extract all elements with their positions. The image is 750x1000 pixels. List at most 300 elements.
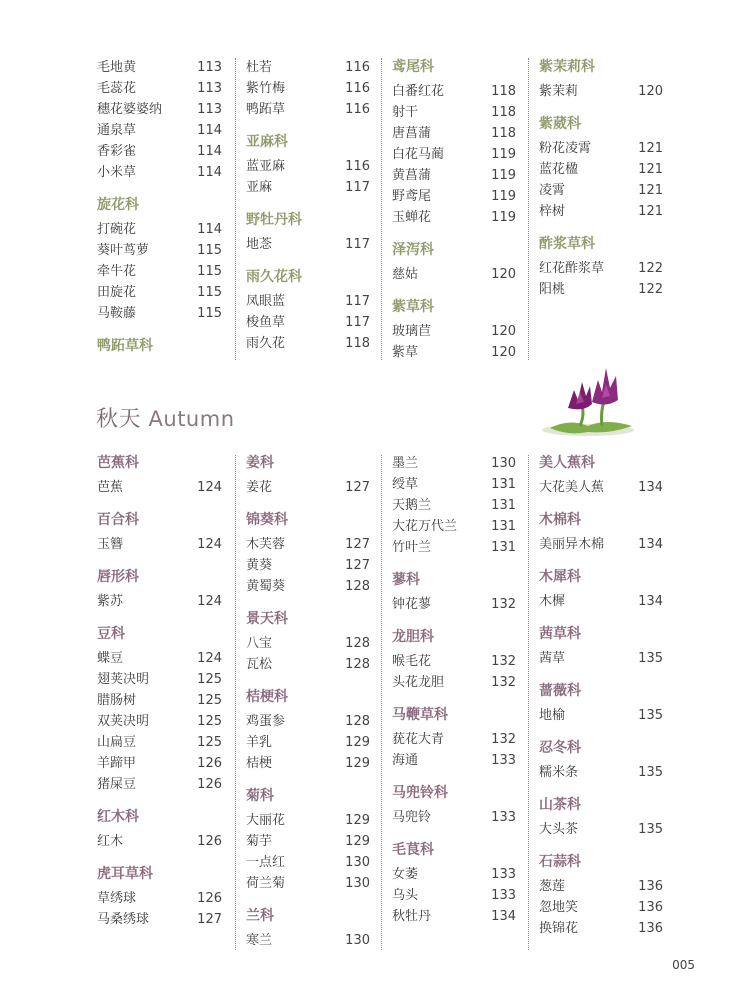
plant-name: 梓树 xyxy=(539,204,566,219)
plant-name: 凌霄 xyxy=(539,183,566,198)
index-entry xyxy=(246,852,370,873)
index-entry xyxy=(246,753,370,774)
page-reference: 132 xyxy=(491,597,516,612)
page-reference: 129 xyxy=(345,834,370,849)
group-spacer xyxy=(539,726,663,738)
group-spacer xyxy=(392,693,516,705)
index-entry xyxy=(539,180,663,201)
section-title xyxy=(96,402,235,433)
plant-name: 白番红花 xyxy=(392,84,445,99)
index-entry xyxy=(539,648,663,669)
group-spacer xyxy=(97,324,222,336)
page-reference: 135 xyxy=(638,765,663,780)
family-heading: 石蒜科 xyxy=(539,854,581,870)
page-reference: 117 xyxy=(345,237,370,252)
page-number: 005 xyxy=(672,958,695,972)
index-entry xyxy=(246,99,370,120)
index-entry xyxy=(392,594,516,615)
group-spacer xyxy=(392,558,516,570)
family-heading: 毛茛科 xyxy=(392,842,434,858)
plant-name: 唐菖蒲 xyxy=(392,126,432,141)
group-spacer xyxy=(539,498,663,510)
index-entry xyxy=(97,282,222,303)
group-spacer xyxy=(97,498,222,510)
index-entry xyxy=(392,342,516,363)
family-heading: 虎耳草科 xyxy=(97,866,153,882)
group-spacer xyxy=(246,120,370,132)
plant-name: 紫苏 xyxy=(97,594,124,609)
index-entry xyxy=(97,711,222,732)
plant-name: 马兜铃 xyxy=(392,810,432,825)
page-reference: 121 xyxy=(638,162,663,177)
plant-name: 红木 xyxy=(97,834,124,849)
page-reference: 135 xyxy=(638,708,663,723)
index-entry xyxy=(392,207,516,228)
index-entry xyxy=(246,930,370,951)
index-entry xyxy=(392,807,516,828)
family-heading: 酢浆草科 xyxy=(539,236,595,252)
plant-name: 八宝 xyxy=(246,636,273,651)
group-spacer xyxy=(246,675,370,687)
page-reference: 132 xyxy=(491,654,516,669)
index-entry xyxy=(246,333,370,354)
page-reference: 114 xyxy=(197,222,222,237)
column-divider xyxy=(381,58,382,360)
family-heading: 马鞭草科 xyxy=(392,707,448,723)
plant-name: 打碗花 xyxy=(97,222,137,237)
plant-name: 香彩雀 xyxy=(97,144,137,159)
page-reference: 132 xyxy=(491,732,516,747)
index-entry xyxy=(539,201,663,222)
group-spacer xyxy=(97,795,222,807)
plant-name: 鸡蛋参 xyxy=(246,714,286,729)
family-heading: 芭蕉科 xyxy=(97,455,139,471)
group-spacer xyxy=(539,612,663,624)
index-entry xyxy=(246,732,370,753)
plant-name: 牵牛花 xyxy=(97,264,137,279)
page-reference: 124 xyxy=(197,537,222,552)
plant-name: 羊乳 xyxy=(246,735,273,750)
family-heading: 兰科 xyxy=(246,908,274,924)
index-entry xyxy=(392,321,516,342)
column-divider xyxy=(528,58,529,360)
index-entry xyxy=(539,591,663,612)
index-entry xyxy=(246,312,370,333)
page-reference: 114 xyxy=(197,165,222,180)
plant-name: 玉簪 xyxy=(97,537,124,552)
plant-name: 芭蕉 xyxy=(97,480,124,495)
index-entry xyxy=(246,291,370,312)
group-spacer xyxy=(392,828,516,840)
index-entry xyxy=(392,102,516,123)
plant-name: 菊芋 xyxy=(246,834,273,849)
page-reference: 126 xyxy=(197,756,222,771)
page-reference: 126 xyxy=(197,777,222,792)
family-heading: 山茶科 xyxy=(539,797,581,813)
page-reference: 122 xyxy=(638,261,663,276)
plant-name: 忽地笑 xyxy=(539,900,579,915)
page-reference: 115 xyxy=(197,243,222,258)
page-reference: 127 xyxy=(197,912,222,927)
page-reference: 127 xyxy=(345,480,370,495)
plant-name: 田旋花 xyxy=(97,285,137,300)
family-heading: 马兜铃科 xyxy=(392,785,448,801)
index-entry xyxy=(392,123,516,144)
page-reference: 120 xyxy=(491,267,516,282)
group-spacer xyxy=(246,198,370,210)
index-entry xyxy=(97,120,222,141)
plant-name: 大花万代兰 xyxy=(392,519,458,534)
index-column-top-2 xyxy=(246,57,370,354)
family-heading: 忍冬科 xyxy=(539,740,581,756)
page-reference: 119 xyxy=(491,210,516,225)
family-heading: 茜草科 xyxy=(539,626,581,642)
family-heading: 红木科 xyxy=(97,809,139,825)
plant-name: 猪屎豆 xyxy=(97,777,137,792)
index-entry xyxy=(97,57,222,78)
page-reference: 135 xyxy=(638,651,663,666)
page-reference: 136 xyxy=(638,921,663,936)
plant-name: 杜若 xyxy=(246,60,273,75)
index-column-top-1 xyxy=(97,57,222,360)
index-entry xyxy=(97,909,222,930)
page-reference: 128 xyxy=(345,714,370,729)
section-title-chinese: 秋天 xyxy=(96,407,142,432)
page-reference: 131 xyxy=(491,498,516,513)
page-reference: 130 xyxy=(491,456,516,471)
page-reference: 120 xyxy=(638,84,663,99)
page-reference: 129 xyxy=(345,813,370,828)
index-entry xyxy=(97,303,222,324)
plant-name: 双荚决明 xyxy=(97,714,150,729)
family-heading: 木犀科 xyxy=(539,569,581,585)
plant-name: 玻璃苣 xyxy=(392,324,432,339)
page-reference: 130 xyxy=(345,876,370,891)
page-reference: 133 xyxy=(491,753,516,768)
page-reference: 119 xyxy=(491,168,516,183)
page-reference: 115 xyxy=(197,264,222,279)
page-reference: 133 xyxy=(491,888,516,903)
column-divider xyxy=(235,455,236,950)
plant-name: 羊蹄甲 xyxy=(97,756,137,771)
plant-name: 毛蕊花 xyxy=(97,81,137,96)
group-spacer xyxy=(539,783,663,795)
plant-name: 凤眼蓝 xyxy=(246,294,286,309)
index-column-bottom-3 xyxy=(392,453,516,927)
group-spacer xyxy=(97,555,222,567)
family-heading: 木棉科 xyxy=(539,512,581,528)
index-entry xyxy=(246,234,370,255)
index-entry xyxy=(97,669,222,690)
page-reference: 116 xyxy=(345,102,370,117)
page-reference: 114 xyxy=(197,123,222,138)
index-entry xyxy=(97,753,222,774)
index-entry xyxy=(392,495,516,516)
page-reference: 117 xyxy=(345,315,370,330)
plant-name: 白花马蔺 xyxy=(392,147,445,162)
index-entry xyxy=(97,534,222,555)
group-spacer xyxy=(246,498,370,510)
plant-name: 马桑绣球 xyxy=(97,912,150,927)
index-entry xyxy=(246,177,370,198)
index-entry xyxy=(392,885,516,906)
index-entry xyxy=(97,141,222,162)
plant-name: 鸭跖草 xyxy=(246,102,286,117)
plant-name: 紫草 xyxy=(392,345,419,360)
index-entry xyxy=(246,555,370,576)
index-entry xyxy=(97,162,222,183)
family-heading: 旋花科 xyxy=(97,197,139,213)
index-entry xyxy=(392,264,516,285)
plant-name: 亚麻 xyxy=(246,180,273,195)
family-heading: 桔梗科 xyxy=(246,689,288,705)
plant-name: 一点红 xyxy=(246,855,286,870)
index-entry xyxy=(246,78,370,99)
plant-name: 黄葵 xyxy=(246,558,273,573)
index-entry xyxy=(539,81,663,102)
plant-name: 钟花蓼 xyxy=(392,597,432,612)
group-spacer xyxy=(539,840,663,852)
group-spacer xyxy=(539,102,663,114)
index-entry xyxy=(392,81,516,102)
plant-name: 山扁豆 xyxy=(97,735,137,750)
plant-name: 黄菖蒲 xyxy=(392,168,432,183)
index-column-bottom-1 xyxy=(97,453,222,930)
page-reference: 127 xyxy=(345,537,370,552)
plant-name: 穗花婆婆纳 xyxy=(97,102,163,117)
plant-name: 寒兰 xyxy=(246,933,273,948)
plant-name: 喉毛花 xyxy=(392,654,432,669)
page-reference: 121 xyxy=(638,141,663,156)
index-entry xyxy=(392,474,516,495)
index-entry xyxy=(392,165,516,186)
group-spacer xyxy=(246,255,370,267)
plant-name: 梭鱼草 xyxy=(246,315,286,330)
index-entry xyxy=(97,240,222,261)
index-entry xyxy=(246,156,370,177)
group-spacer xyxy=(539,222,663,234)
index-entry xyxy=(539,918,663,939)
page-reference: 124 xyxy=(197,594,222,609)
plant-name: 墨兰 xyxy=(392,456,419,471)
plant-name: 绶草 xyxy=(392,477,419,492)
page-reference: 134 xyxy=(638,480,663,495)
page-reference: 131 xyxy=(491,477,516,492)
plant-name: 换锦花 xyxy=(539,921,579,936)
page-reference: 134 xyxy=(638,594,663,609)
plant-name: 荷兰菊 xyxy=(246,876,286,891)
family-heading: 雨久花科 xyxy=(246,269,302,285)
plant-name: 茜草 xyxy=(539,651,566,666)
index-column-top-3 xyxy=(392,57,516,363)
index-column-bottom-2 xyxy=(246,453,370,951)
page-reference: 116 xyxy=(345,159,370,174)
plant-name: 女萎 xyxy=(392,867,419,882)
column-divider xyxy=(235,58,236,360)
index-entry xyxy=(539,819,663,840)
page-reference: 122 xyxy=(638,282,663,297)
page-reference: 118 xyxy=(491,105,516,120)
plant-name: 蓝亚麻 xyxy=(246,159,286,174)
page-reference: 133 xyxy=(491,810,516,825)
plant-name: 葵叶茑萝 xyxy=(97,243,150,258)
index-entry xyxy=(97,591,222,612)
plant-name: 雨久花 xyxy=(246,336,286,351)
page-reference: 134 xyxy=(638,537,663,552)
index-entry xyxy=(392,864,516,885)
page-reference: 136 xyxy=(638,900,663,915)
family-heading: 百合科 xyxy=(97,512,139,528)
plant-name: 紫竹梅 xyxy=(246,81,286,96)
index-entry xyxy=(246,477,370,498)
index-entry xyxy=(539,138,663,159)
plant-name: 地榆 xyxy=(539,708,566,723)
index-entry xyxy=(97,888,222,909)
index-entry xyxy=(97,219,222,240)
index-entry xyxy=(97,690,222,711)
index-entry xyxy=(392,729,516,750)
page-reference: 116 xyxy=(345,60,370,75)
plant-name: 红花酢浆草 xyxy=(539,261,605,276)
family-heading: 泽泻科 xyxy=(392,242,434,258)
plant-name: 地菍 xyxy=(246,237,273,252)
plant-name: 大丽花 xyxy=(246,813,286,828)
family-heading: 菊科 xyxy=(246,788,274,804)
page-reference: 118 xyxy=(345,336,370,351)
page-reference: 113 xyxy=(197,81,222,96)
family-heading: 紫茉莉科 xyxy=(539,59,595,75)
plant-name: 桔梗 xyxy=(246,756,273,771)
page-reference: 128 xyxy=(345,579,370,594)
index-entry xyxy=(392,750,516,771)
page-reference: 118 xyxy=(491,84,516,99)
index-entry xyxy=(539,279,663,300)
column-divider xyxy=(381,455,382,950)
family-heading: 鸢尾科 xyxy=(392,59,434,75)
index-entry xyxy=(97,648,222,669)
index-entry xyxy=(539,534,663,555)
page-reference: 135 xyxy=(638,822,663,837)
index-entry xyxy=(97,78,222,99)
index-entry xyxy=(97,831,222,852)
index-entry xyxy=(539,897,663,918)
index-entry xyxy=(392,186,516,207)
index-entry xyxy=(246,831,370,852)
plant-name: 糯米条 xyxy=(539,765,579,780)
family-heading: 蓼科 xyxy=(392,572,420,588)
plant-name: 翅荚决明 xyxy=(97,672,150,687)
family-heading: 唇形科 xyxy=(97,569,139,585)
group-spacer xyxy=(392,228,516,240)
family-heading: 紫葳科 xyxy=(539,116,581,132)
plant-name: 射干 xyxy=(392,105,419,120)
group-spacer xyxy=(392,615,516,627)
column-divider xyxy=(528,455,529,950)
plant-name: 粉花凌霄 xyxy=(539,141,592,156)
page-reference: 121 xyxy=(638,204,663,219)
page-reference: 124 xyxy=(197,480,222,495)
plant-name: 葱莲 xyxy=(539,879,566,894)
page-reference: 121 xyxy=(638,183,663,198)
page-reference: 119 xyxy=(491,147,516,162)
index-entry xyxy=(392,906,516,927)
page-reference: 134 xyxy=(491,909,516,924)
family-heading: 蔷薇科 xyxy=(539,683,581,699)
plant-name: 木樨 xyxy=(539,594,566,609)
group-spacer xyxy=(97,852,222,864)
group-spacer xyxy=(97,183,222,195)
plant-name: 木芙蓉 xyxy=(246,537,286,552)
index-entry xyxy=(392,651,516,672)
page-reference: 125 xyxy=(197,693,222,708)
index-entry xyxy=(246,57,370,78)
index-entry xyxy=(246,654,370,675)
plant-name: 阳桃 xyxy=(539,282,566,297)
page-reference: 127 xyxy=(345,558,370,573)
family-heading: 紫草科 xyxy=(392,299,434,315)
family-heading: 鸭跖草科 xyxy=(97,338,153,354)
page-reference: 132 xyxy=(491,675,516,690)
plant-name: 美丽异木棉 xyxy=(539,537,605,552)
index-entry xyxy=(392,144,516,165)
plant-name: 天鹅兰 xyxy=(392,498,432,513)
family-heading: 龙胆科 xyxy=(392,629,434,645)
plant-name: 秋牡丹 xyxy=(392,909,432,924)
page-reference: 113 xyxy=(197,102,222,117)
index-entry xyxy=(539,762,663,783)
family-heading: 豆科 xyxy=(97,626,125,642)
page-reference: 115 xyxy=(197,285,222,300)
index-entry xyxy=(392,537,516,558)
index-entry xyxy=(392,516,516,537)
plant-name: 玉蝉花 xyxy=(392,210,432,225)
index-entry xyxy=(97,477,222,498)
plant-name: 瓦松 xyxy=(246,657,273,672)
page-reference: 131 xyxy=(491,519,516,534)
page-reference: 124 xyxy=(197,651,222,666)
plant-name: 蓝花楹 xyxy=(539,162,579,177)
plant-name: 慈姑 xyxy=(392,267,419,282)
page-reference: 113 xyxy=(197,60,222,75)
plant-name: 头花龙胆 xyxy=(392,675,445,690)
plant-name: 姜花 xyxy=(246,480,273,495)
plant-name: 莸花大青 xyxy=(392,732,445,747)
index-entry xyxy=(246,534,370,555)
index-entry xyxy=(246,873,370,894)
plant-name: 海通 xyxy=(392,753,419,768)
family-heading: 野牡丹科 xyxy=(246,212,302,228)
page-reference: 118 xyxy=(491,126,516,141)
plant-name: 小米草 xyxy=(97,165,137,180)
page-reference: 120 xyxy=(491,345,516,360)
group-spacer xyxy=(392,771,516,783)
group-spacer xyxy=(539,669,663,681)
plant-name: 大头茶 xyxy=(539,822,579,837)
index-column-bottom-4 xyxy=(539,453,663,939)
plant-name: 紫茉莉 xyxy=(539,84,579,99)
plant-name: 马鞍藤 xyxy=(97,306,137,321)
plant-name: 草绣球 xyxy=(97,891,137,906)
index-entry xyxy=(97,261,222,282)
index-entry xyxy=(97,99,222,120)
index-entry xyxy=(539,159,663,180)
page-reference: 129 xyxy=(345,735,370,750)
celosia-flower-icon xyxy=(540,360,640,442)
page-reference: 133 xyxy=(491,867,516,882)
index-entry xyxy=(97,774,222,795)
index-entry xyxy=(539,477,663,498)
plant-name: 竹叶兰 xyxy=(392,540,432,555)
